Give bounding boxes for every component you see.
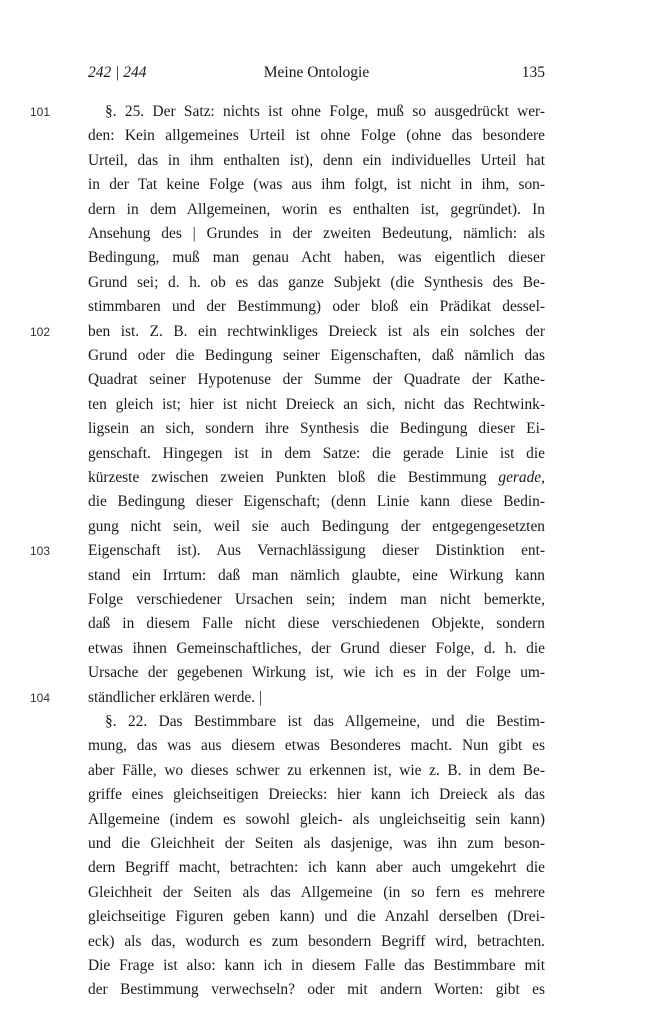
text-line: ben ist. Z. B. ein rechtwinkliges Dreieck ist als ein solches der [88, 322, 545, 340]
text-line: gleichseitige Figuren geben kann) und die Anzahl derselben (Drei- [88, 908, 545, 926]
text-line: griffe eines gleichseitigen Dreiecks: hier kann ich Dreieck als das [88, 786, 545, 804]
text-line: etwas ihnen Gemeinschaftliches, der Grund dieser Folge, d. h. die [88, 639, 545, 657]
text-line: der Bestimmung verwechseln? oder mit andern Worten: gibt es [88, 981, 545, 999]
margin-number: 103 [30, 544, 51, 559]
text-line: den: Kein allgemeines Urteil ist ohne Folge (ohne das besondere [88, 127, 545, 145]
text-line: die Bedingung dieser Eigenschaft; (denn Linie kann diese Bedin- [88, 493, 545, 511]
running-title: Meine Ontologie [263, 64, 370, 81]
text-line: Die Frage ist also: kann ich in diesem Falle das Bestimmbare mit [88, 957, 545, 974]
text-line: und die Gleichheit der Seiten als dasjenige, was ihn zum beson- [88, 835, 545, 852]
text-line: eck) als das, wodurch es zum besondern Begriff wird, betrachten. [88, 932, 545, 950]
emphasis-word: gerade [498, 469, 542, 486]
text-line: §. 22. Das Bestimmbare ist das Allgemeine, und die Bestim- [105, 713, 545, 730]
page-number: 135 [521, 64, 545, 81]
text-line: Grund sei; d. h. ob es das ganze Subjekt (die Synthesis des Be- [88, 273, 545, 291]
text-line: in der Tat keine Folge (was aus ihm folgt, ist nicht in ihm, son- [88, 176, 545, 194]
text-line: ligsein an sich, sondern ihre Synthesis die Bedingung dieser Ei- [88, 420, 545, 438]
text-line: stand ein Irrtum: daß man nämlich glaubte, eine Wirkung kann [88, 566, 545, 584]
text-line: Grund oder die Bedingung seiner Eigenschaften, daß nämlich das [88, 347, 545, 364]
text-line: dern in dem Allgemeinen, worin es enthalten ist, gegründet). In [88, 200, 545, 218]
text-line: Urteil, das in ihm enthalten ist), denn ein individuelles Urteil hat [88, 151, 545, 169]
margin-number: 104 [30, 690, 51, 705]
page-reference: 242 | 244 [88, 64, 147, 81]
margin-number: 102 [30, 324, 51, 339]
text-line: daß in diesem Falle nicht diese verschiedenen Objekte, sondern [88, 615, 545, 633]
text-line: ten gleich ist; hier ist nicht Dreieck an sich, nicht das Rechtwink- [88, 395, 545, 413]
text-line: dern Begriff macht, betrachten: ich kann aber auch umgekehrt die [88, 859, 545, 877]
text-line: Allgemeine (indem es sowohl gleich- als ungleichseitig sein kann) [88, 810, 545, 828]
margin-number: 101 [30, 105, 51, 119]
text-line: ständlicher erklären werde. | [88, 688, 263, 706]
text-line: §. 25. Der Satz: nichts ist ohne Folge, muß so ausgedrückt wer- [105, 103, 545, 120]
text-line: Ansehung des | Grundes in der zweiten Bedeutung, nämlich: als [88, 225, 545, 242]
text-line: kürzeste zwischen zweien Punkten bloß die Bestimmung gerade, [88, 469, 545, 486]
text-line: Bedingung, muß man genau Acht haben, was eigentlich dieser [88, 249, 545, 267]
running-header [88, 64, 545, 84]
text-line: Folge verschiedener Ursachen sein; indem man nicht bemerkte, [88, 591, 545, 608]
text-line: Ursache der gegebenen Wirkung ist, wie ich es in der Folge um- [88, 664, 545, 682]
text-line: Gleichheit der Seiten als das Allgemeine (in so fern es mehrere [88, 883, 545, 901]
text-line-part: kürzeste zwischen zweien Punkten bloß die Bestimmung [88, 469, 487, 486]
text-line: Eigenschaft ist). Aus Vernachlässigung dieser Distinktion ent- [88, 542, 545, 560]
text-line: Quadrat seiner Hypotenuse der Summe der Quadrate der Kathe- [88, 371, 545, 389]
text-line: gung nicht sein, weil sie auch Bedingung der entgegengesetzten [88, 517, 545, 535]
text-line: aber Fälle, wo dieses schwer zu erkennen ist, wie z. B. in dem Be- [88, 761, 545, 779]
text-line: mung, das was aus diesem etwas Besonderes macht. Nun gibt es [88, 737, 545, 755]
text-line: genschaft. Hingegen ist in dem Satze: die gerade Linie ist die [88, 444, 545, 462]
text-line: stimmbaren und der Bestimmung) oder bloß ein Prädikat dessel- [88, 298, 545, 316]
